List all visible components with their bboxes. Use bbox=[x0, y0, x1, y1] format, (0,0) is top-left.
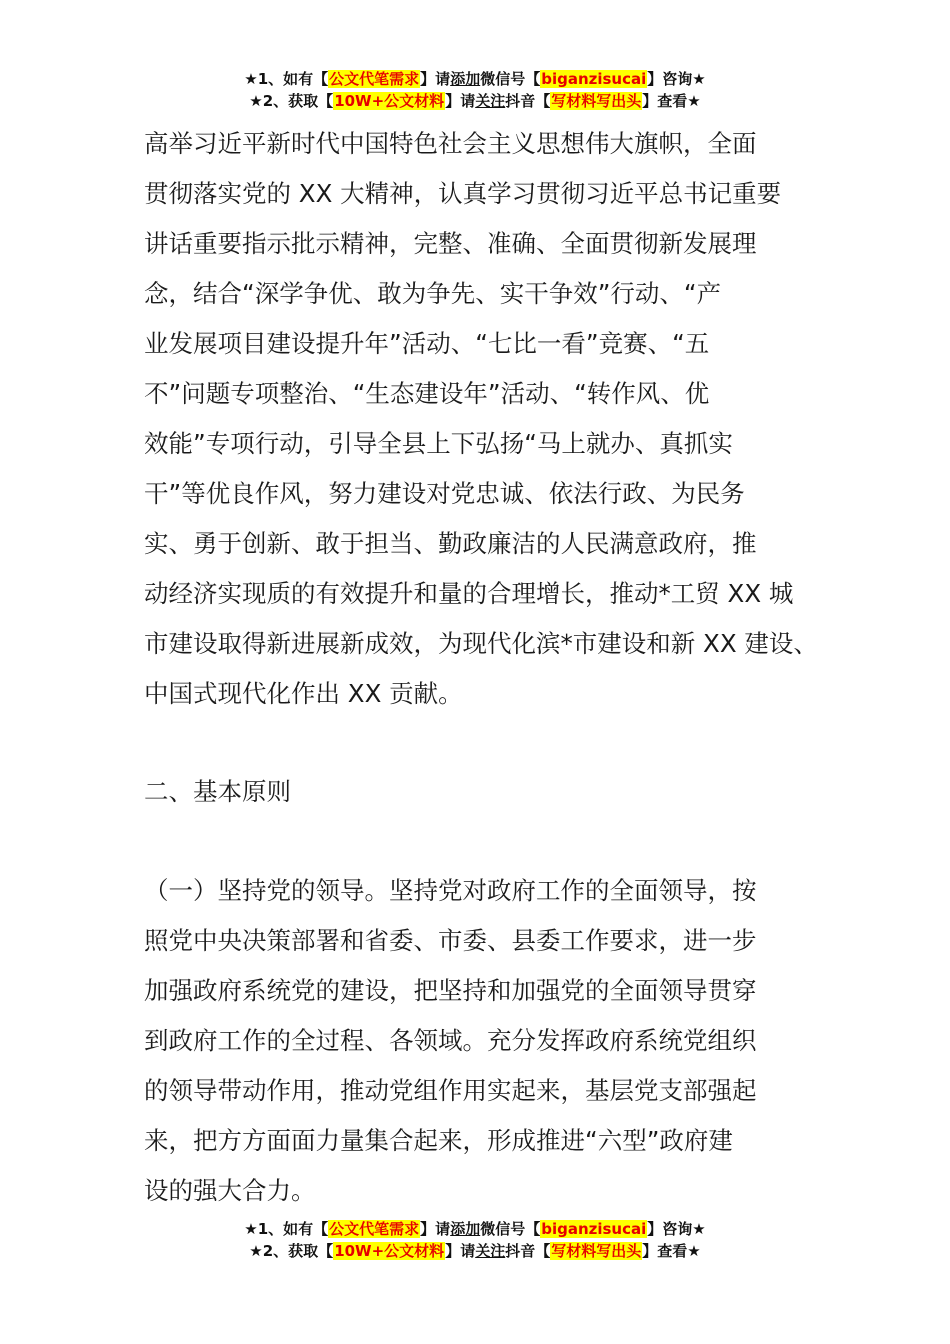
promo-underlined-text: 关注 bbox=[475, 1242, 506, 1260]
promo-highlight: 10W+公文材料 bbox=[334, 92, 445, 110]
promo-text: 微信号【 bbox=[480, 70, 541, 88]
text-line: 设的强大合力。 bbox=[144, 1176, 316, 1205]
promo-wechat-id: biganzisucai bbox=[541, 70, 647, 88]
promo-line-1 bbox=[0, 1218, 950, 1240]
promo-text: ★2、获取【 bbox=[249, 92, 334, 110]
paragraph-party-leadership bbox=[144, 866, 824, 1216]
promo-line-2 bbox=[0, 90, 950, 112]
text-line: 照党中央决策部署和省委、市委、县委工作要求，进一步 bbox=[144, 926, 757, 955]
promo-text: 】咨询★ bbox=[647, 1220, 706, 1238]
text-line: 讲话重要指示批示精神，完整、准确、全面贯彻新发展理 bbox=[144, 229, 757, 258]
promo-line-1 bbox=[0, 68, 950, 90]
promo-text: 抖音【 bbox=[505, 92, 551, 110]
paragraph-guiding-ideology bbox=[144, 119, 824, 719]
promo-text: 】请 bbox=[420, 1220, 451, 1238]
promo-text: 】请 bbox=[445, 1242, 476, 1260]
text-line: 效能”专项行动，引导全县上下弘扬“马上就办、真抓实 bbox=[144, 429, 733, 458]
text-line: 实、勇于创新、敢于担当、勤政廉洁的人民满意政府，推 bbox=[144, 529, 757, 558]
text-line: 业发展项目建设提升年”活动、“七比一看”竞赛、“五 bbox=[144, 329, 710, 358]
text-line: 不”问题专项整治、“生态建设年”活动、“转作风、优 bbox=[144, 379, 710, 408]
section-heading-basic-principles bbox=[144, 767, 824, 817]
text-line: 动经济实现质的有效提升和量的合理增长，推动*工贸 XX 城 bbox=[144, 579, 794, 608]
text-line: 高举习近平新时代中国特色社会主义思想伟大旗帜，全面 bbox=[144, 129, 757, 158]
promo-highlight: 10W+公文材料 bbox=[334, 1242, 445, 1260]
text-line: 来，把方方面面力量集合起来，形成推进“六型”政府建 bbox=[144, 1126, 733, 1155]
promo-text: 】请 bbox=[445, 92, 476, 110]
promo-text: ★2、获取【 bbox=[249, 1242, 334, 1260]
promo-douyin-name: 写材料写出头 bbox=[551, 92, 642, 110]
text-line: 贯彻落实党的 XX 大精神，认真学习贯彻习近平总书记重要 bbox=[144, 179, 782, 208]
top-promo-banner bbox=[0, 68, 950, 112]
promo-text: 】查看★ bbox=[642, 1242, 701, 1260]
heading-text: 二、基本原则 bbox=[144, 777, 291, 806]
text-line: 干”等优良作风，努力建设对党忠诚、依法行政、为民务 bbox=[144, 479, 745, 508]
promo-text: ★1、如有【 bbox=[244, 70, 329, 88]
promo-line-2 bbox=[0, 1240, 950, 1262]
text-line: 市建设取得新进展新成效，为现代化滨*市建设和新 XX 建设、 bbox=[144, 629, 818, 658]
text-line: 的领导带动作用，推动党组作用实起来，基层党支部强起 bbox=[144, 1076, 757, 1105]
promo-underlined-text: 关注 bbox=[475, 92, 506, 110]
promo-underlined-text: 添加 bbox=[450, 1220, 481, 1238]
promo-douyin-name: 写材料写出头 bbox=[551, 1242, 642, 1260]
text-line: （一）坚持党的领导。坚持党对政府工作的全面领导，按 bbox=[144, 876, 757, 905]
text-line: 加强政府系统党的建设，把坚持和加强党的全面领导贯穿 bbox=[144, 976, 757, 1005]
promo-underlined-text: 添加 bbox=[450, 70, 481, 88]
promo-text: 微信号【 bbox=[480, 1220, 541, 1238]
promo-highlight: 公文代笔需求 bbox=[329, 70, 420, 88]
text-line: 念，结合“深学争优、敢为争先、实干争效”行动、“产 bbox=[144, 279, 722, 308]
promo-text: 】咨询★ bbox=[647, 70, 706, 88]
promo-wechat-id: biganzisucai bbox=[541, 1220, 647, 1238]
promo-text: 抖音【 bbox=[505, 1242, 551, 1260]
promo-text: 】请 bbox=[420, 70, 451, 88]
promo-text: 】查看★ bbox=[642, 92, 701, 110]
bottom-promo-banner bbox=[0, 1218, 950, 1262]
text-line: 到政府工作的全过程、各领域。充分发挥政府系统党组织 bbox=[144, 1026, 757, 1055]
promo-text: ★1、如有【 bbox=[244, 1220, 329, 1238]
text-line: 中国式现代化作出 XX 贡献。 bbox=[144, 679, 463, 708]
promo-highlight: 公文代笔需求 bbox=[329, 1220, 420, 1238]
